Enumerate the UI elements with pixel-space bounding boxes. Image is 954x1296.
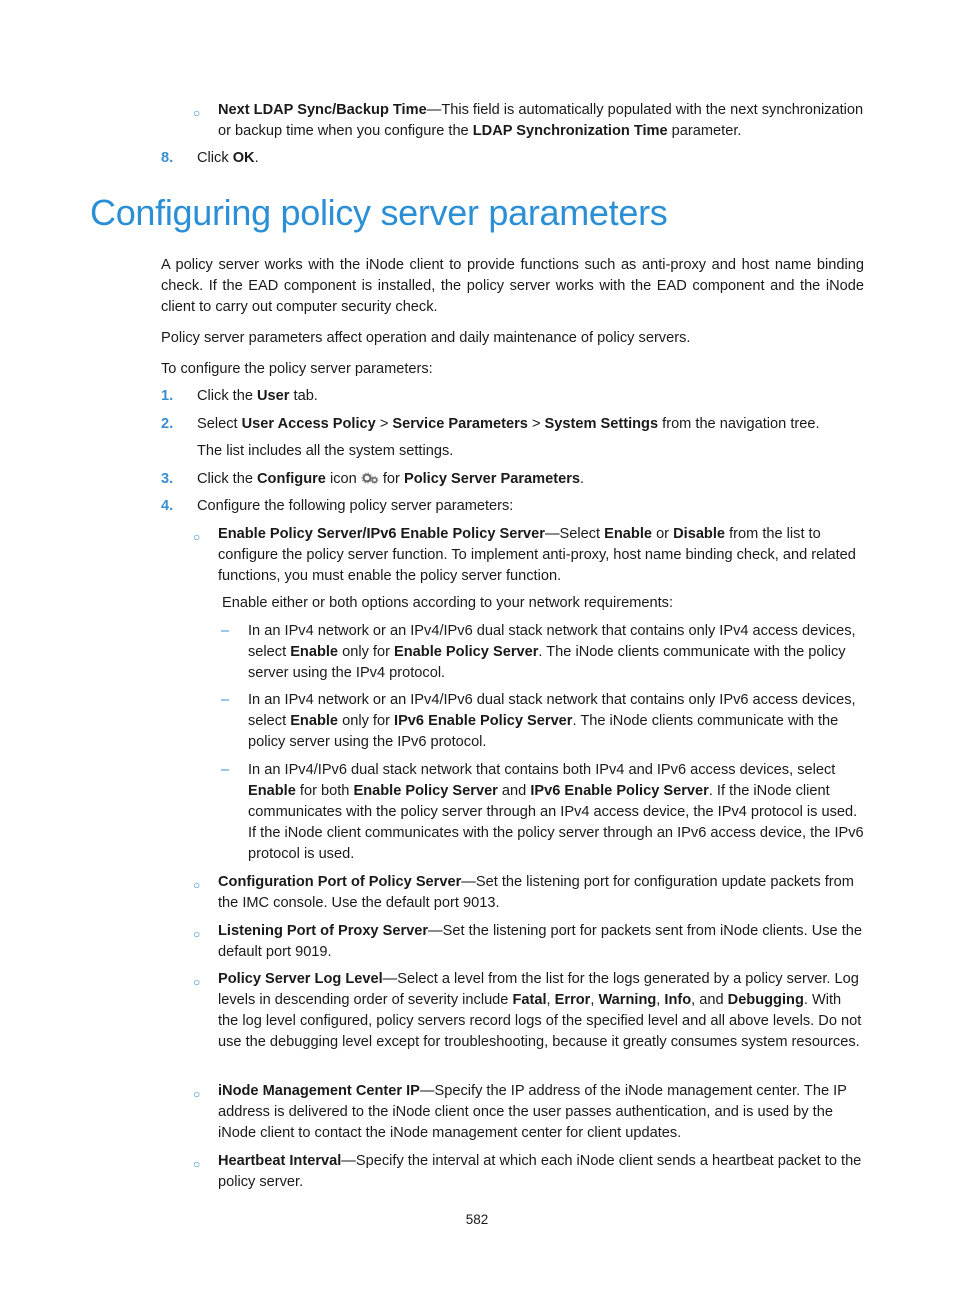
bullet-next-ldap-sync: [218, 100, 864, 142]
step-ui-label: System Settings: [544, 416, 659, 432]
bullet-enable-policy-server: [218, 524, 864, 587]
step-ui-label: User Access Policy: [241, 416, 376, 432]
step-text: .: [580, 471, 585, 487]
bullet-ui-label: Enable: [604, 526, 653, 542]
step-text: .: [254, 150, 259, 166]
bullet-text: or: [652, 526, 674, 542]
step-text: Click: [197, 150, 233, 166]
log-level-fatal: Fatal: [512, 992, 547, 1008]
section-heading: Configuring policy server parameters: [90, 192, 668, 233]
bullet-management-center-ip: [218, 1081, 864, 1144]
step-ui-label: OK: [232, 150, 255, 166]
bullet-text: ,: [656, 992, 665, 1008]
bullet-text: . With the log level configured, policy servers record logs of the specified level and all above levels. Do not use the debugging level except for troubleshooting, because it greatly consumes system resources.: [218, 992, 862, 1050]
step-text: Click the: [197, 388, 258, 404]
bullet-text: from the list to configure the policy server function. To implement anti-proxy, host name binding check, and related functions, you must enable the policy server function.: [218, 526, 856, 584]
step-3: [197, 469, 584, 490]
circle-bullet: ○: [193, 927, 201, 941]
bullet-label: Configuration Port of Policy Server: [218, 874, 462, 890]
log-level-debugging: Debugging: [727, 992, 804, 1008]
bullet-heartbeat-interval: [218, 1151, 864, 1193]
circle-bullet: ○: [193, 975, 201, 989]
step-number: 1.: [161, 388, 174, 404]
step-text: >: [375, 416, 393, 432]
bullet-label: Listening Port of Proxy Server: [218, 923, 429, 939]
intro-paragraph: Policy server parameters affect operation and daily maintenance of policy servers.: [161, 330, 691, 346]
step-text: >: [527, 416, 545, 432]
page-number: 582: [465, 1212, 489, 1227]
log-level-warning: Warning: [598, 992, 657, 1008]
log-level-info: Info: [664, 992, 692, 1008]
step-1: [197, 386, 318, 407]
bullet-text: —This field is automatically populated with the next synchronization or backup time when you configure the: [218, 102, 864, 139]
step-8: [197, 148, 259, 169]
step-text: Select: [197, 416, 242, 432]
bullet-text: —Select a level from the list for the logs generated by a policy server. Log levels in descending order of severity include: [218, 971, 859, 1008]
bullet-param: LDAP Synchronization Time: [472, 123, 668, 139]
bullet-label: Policy Server Log Level: [218, 971, 383, 987]
log-level-error: Error: [554, 992, 591, 1008]
bullet-configuration-port: [218, 872, 864, 914]
dash-bullet: –: [221, 762, 230, 778]
dash-ui-label: Enable: [248, 783, 296, 799]
step-text: tab.: [289, 388, 318, 404]
step-number: 2.: [161, 416, 174, 432]
step-number: 8.: [161, 150, 174, 166]
bullet-label: Next LDAP Sync/Backup Time: [218, 102, 427, 118]
dash-text: In an IPv4 network or an IPv4/IPv6 dual stack network that contains only IPv6 access devices, select: [248, 692, 856, 729]
bullet-log-level: [218, 969, 864, 1053]
enable-note: Enable either or both options according to your network requirements:: [222, 595, 674, 611]
dash-item-dual-stack: [248, 760, 864, 865]
bullet-label: /: [362, 526, 367, 542]
dash-ui-label: Enable: [290, 644, 339, 660]
dash-ui-label: Enable Policy Server: [353, 783, 498, 799]
intro-paragraph: A policy server works with the iNode client to provide functions such as anti-proxy and host name binding check. If the EAD component is installed, the policy server works with the EAD component and the iNode client to carry out computer security check.: [161, 257, 864, 315]
bullet-label: iNode Management Center IP: [218, 1083, 420, 1099]
gear-icon: [361, 472, 379, 484]
dash-text: In an IPv4 network or an IPv4/IPv6 dual stack network that contains only IPv4 access devices, select: [248, 623, 856, 660]
bullet-text: —Set the listening port for configuration update packets from the IMC console. Use the default port 9013.: [218, 874, 854, 911]
dash-text: . If the iNode client communicates with the policy server through an IPv4 access device, the IPv4 protocol is used. If the iNode client communicates with the policy server through an IPv6 access device, the IPv6 protocol is used.: [248, 783, 864, 862]
circle-bullet: ○: [193, 1157, 201, 1171]
step-ui-label: User: [257, 388, 290, 404]
dash-text: for both: [295, 783, 354, 799]
bullet-text: , and: [691, 992, 728, 1008]
dash-ui-label: Enable: [290, 713, 339, 729]
bullet-text: ,: [546, 992, 555, 1008]
circle-bullet: ○: [193, 530, 201, 544]
step-number: 4.: [161, 498, 174, 514]
step-ui-label: Configure: [257, 471, 326, 487]
step-text: Click the: [197, 471, 258, 487]
bullet-label: IPv6 Enable Policy Server: [366, 526, 545, 542]
dash-bullet: –: [221, 623, 230, 639]
step-2: [197, 414, 820, 435]
bullet-text: ,: [590, 992, 599, 1008]
circle-bullet: ○: [193, 878, 201, 892]
dash-text: and: [497, 783, 531, 799]
step-ui-label: Policy Server Parameters: [403, 471, 581, 487]
bullet-label: Enable Policy Server: [218, 526, 363, 542]
bullet-proxy-port: [218, 921, 864, 963]
bullet-text: —Specify the IP address of the iNode management center. The IP address is delivered to the iNode client once the user passes authentication, and is used by the iNode client to contact the iNode management center for client updates.: [218, 1083, 847, 1141]
bullet-text: —Set the listening port for packets sent from iNode clients. Use the default port 9019.: [218, 923, 863, 960]
bullet-text: —Specify the interval at which each iNode client sends a heartbeat packet to the policy server.: [218, 1153, 862, 1190]
dash-text: only for: [338, 713, 395, 729]
step-text: from the navigation tree.: [658, 416, 820, 432]
dash-text: only for: [338, 644, 395, 660]
dash-text: . The iNode clients communicate with the policy server using the IPv4 protocol.: [248, 644, 846, 681]
dash-ui-label: IPv6 Enable Policy Server: [394, 713, 573, 729]
bullet-ui-label: Disable: [673, 526, 726, 542]
dash-bullet: –: [221, 692, 230, 708]
circle-bullet: ○: [193, 106, 201, 120]
step-2-note: The list includes all the system settings.: [197, 443, 454, 459]
bullet-text: parameter.: [667, 123, 742, 139]
step-text: icon: [325, 471, 361, 487]
step-text: for: [378, 471, 404, 487]
bullet-text: —Select: [544, 526, 605, 542]
dash-item-ipv4: [248, 621, 864, 684]
bullet-label: Heartbeat Interval: [218, 1153, 342, 1169]
step-number: 3.: [161, 471, 174, 487]
step-ui-label: Service Parameters: [392, 416, 528, 432]
circle-bullet: ○: [193, 1087, 201, 1101]
intro-paragraph: To configure the policy server parameters:: [161, 361, 433, 377]
dash-text: In an IPv4/IPv6 dual stack network that contains both IPv4 and IPv6 access devices, select: [248, 762, 836, 778]
dash-ui-label: Enable Policy Server: [394, 644, 539, 660]
dash-item-ipv6: [248, 690, 864, 753]
dash-text: . The iNode clients communicate with the policy server using the IPv6 protocol.: [248, 713, 839, 750]
step-4: Configure the following policy server parameters:: [197, 498, 514, 514]
dash-ui-label: IPv6 Enable Policy Server: [530, 783, 709, 799]
